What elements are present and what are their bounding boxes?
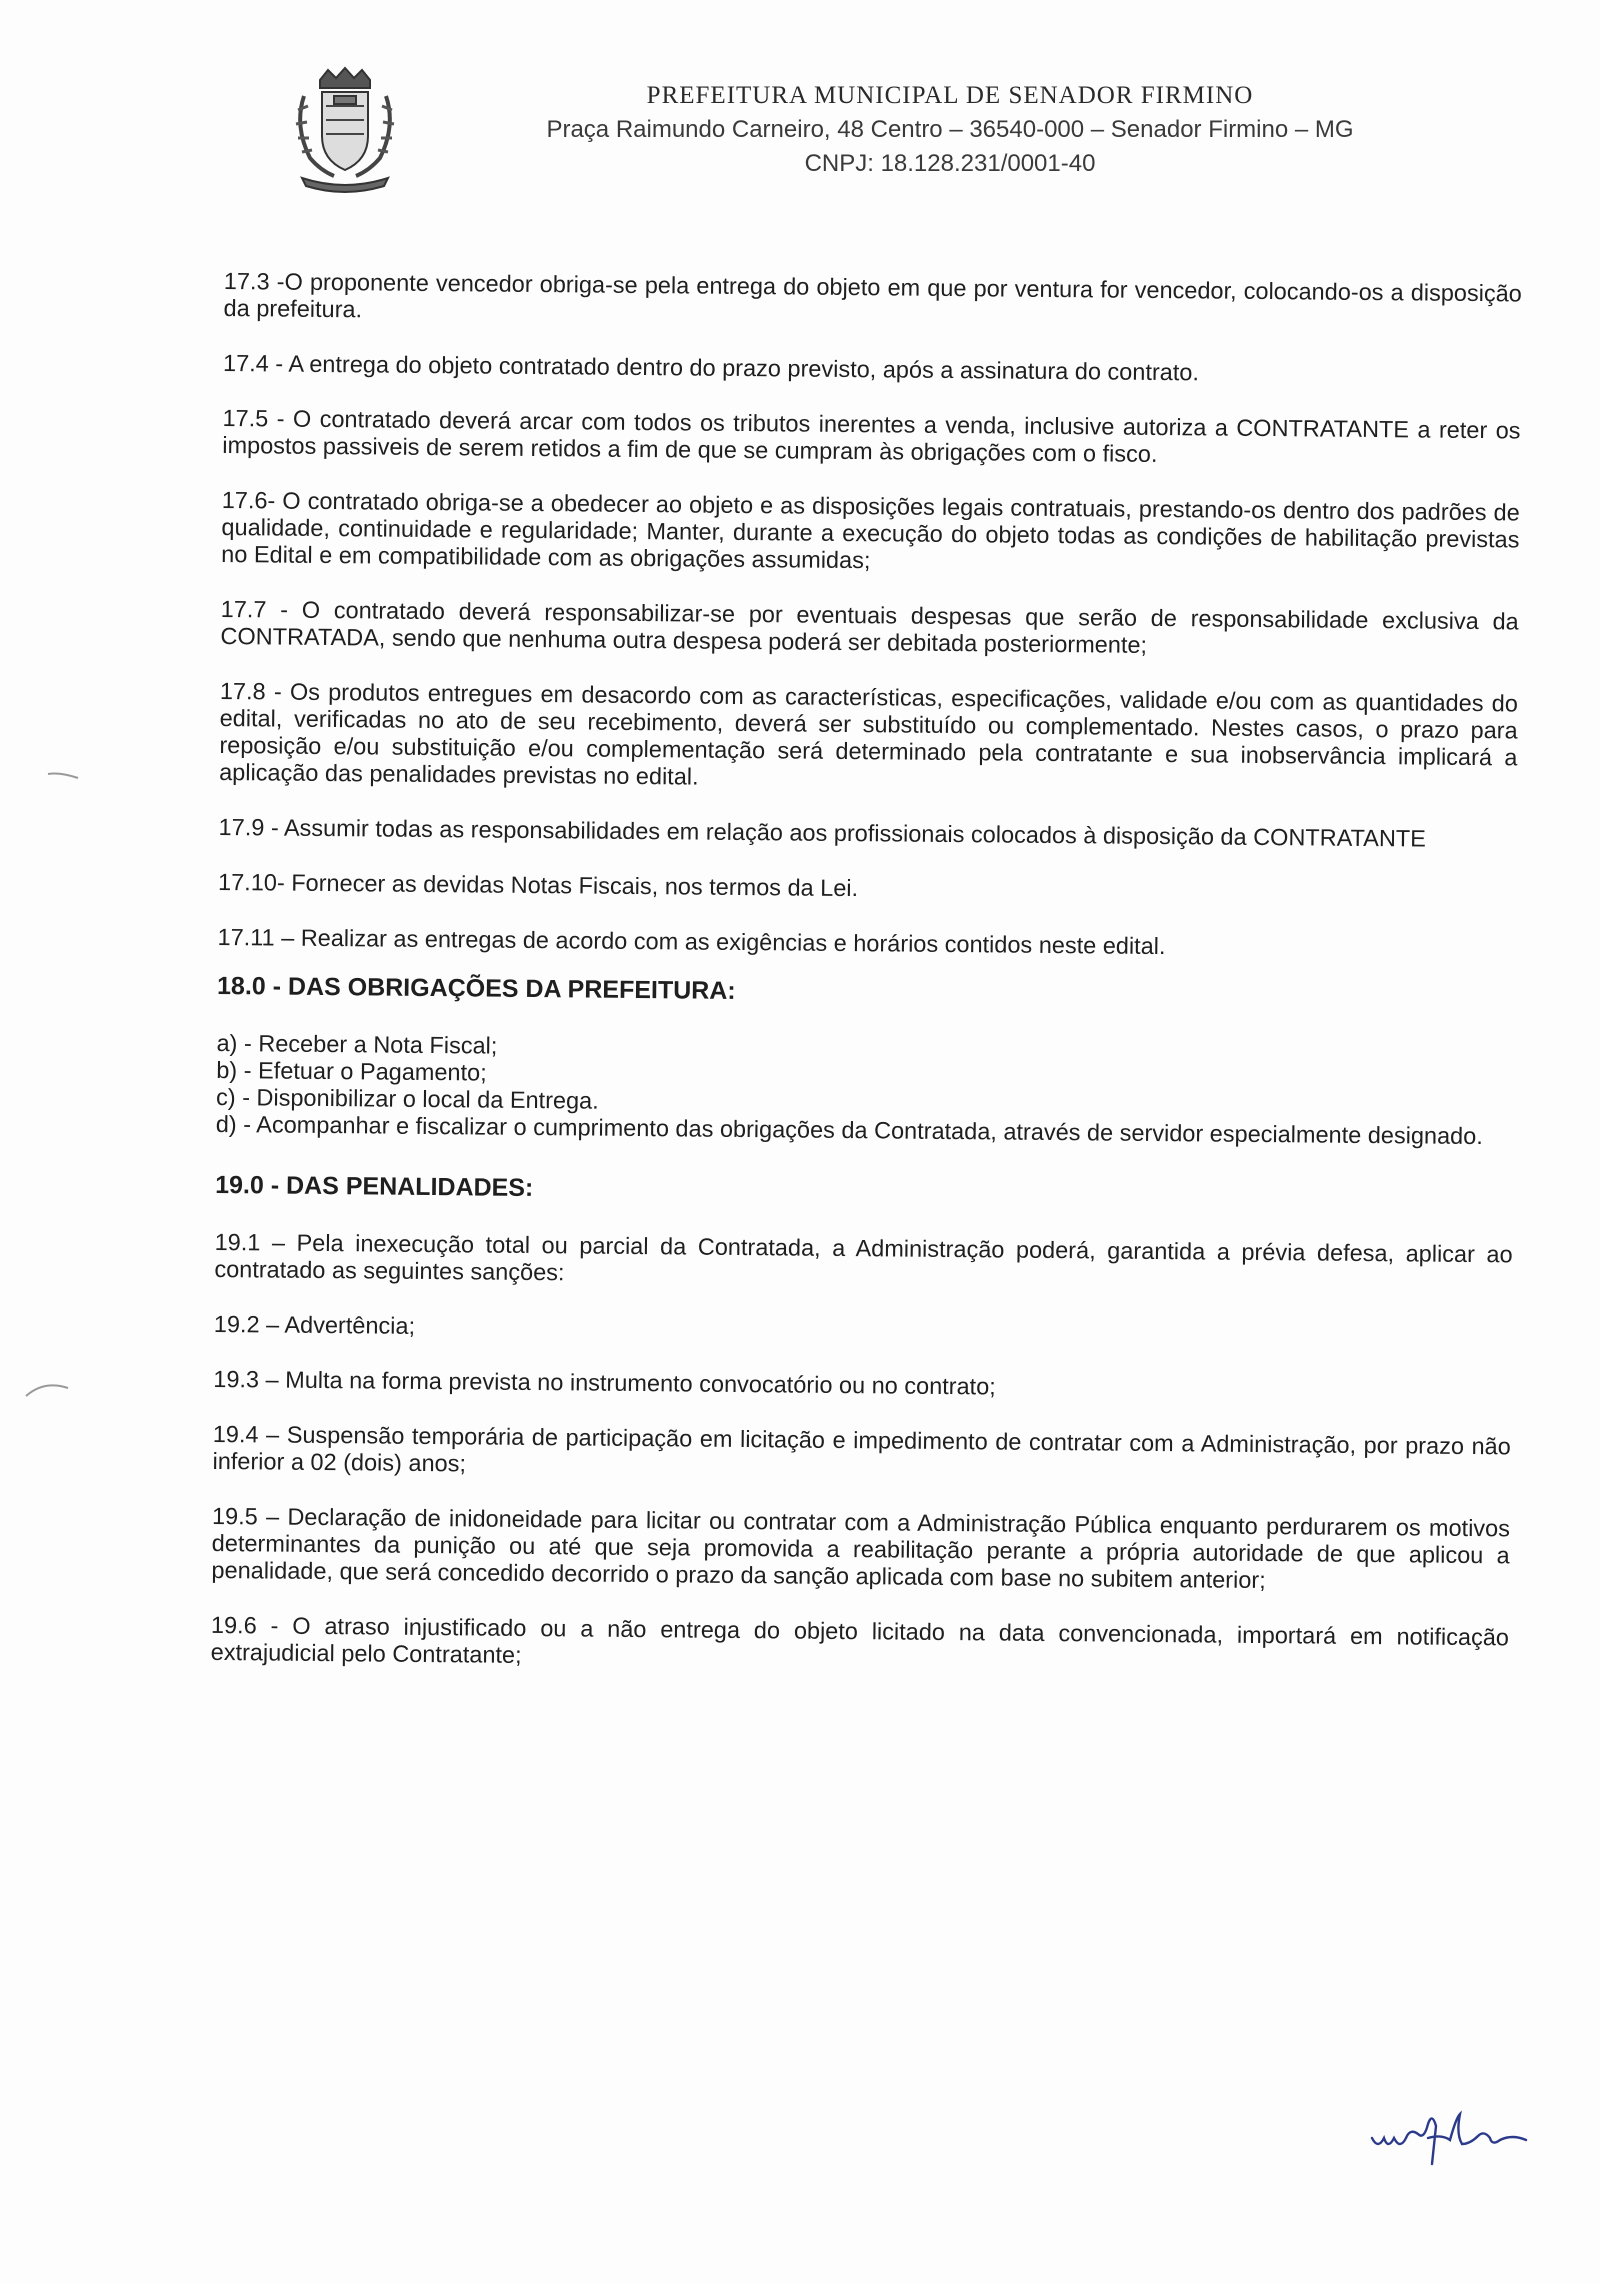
letterhead [440,82,1460,178]
list-item: b) - Efetuar o Pagamento; [216,1056,487,1086]
list-item: a) - Receber a Nota Fiscal; [216,1029,498,1059]
clause-19-3: 19.3 – Multa na forma prevista no instrumento convocatório ou no contrato; [213,1365,996,1400]
section-18-list [216,1030,1515,1150]
clause-19-5: 19.5 – Declaração de inidoneidade para licitar ou contratar com a Administração Pública enquanto perdurarem os motivos determinantes da punição ou até que seja promovida a reabilitação perante a própria autoridade de que aplicou a penalidade, que será concedido decorrido o prazo da sanção aplicada com base no subitem anterior; [211,1502,1511,1594]
document-body [210,268,1522,1706]
clause-19-6: 19.6 - O atraso injustificado ou a não entrega do objeto licitado na data convencionada, importará em notificação extrajudicial pelo Contratante; [210,1611,1510,1668]
letterhead-address: Praça Raimundo Carneiro, 48 Centro – 36540-000 – Senador Firmino – MG [546,116,1354,143]
clause-17-10: 17.10- Fornecer as devidas Notas Fiscais, nos termos da Lei. [217,868,859,902]
letterhead-cnpj: CNPJ: 18.128.231/0001-40 [804,150,1096,177]
clause-19-1: 19.1 – Pela inexecução total ou parcial da Contratada, a Administração poderá, garantida a prévia defesa, aplicar ao contratado as seguintes sanções: [214,1228,1513,1286]
municipal-coat-of-arms-icon [290,66,400,194]
section-18-heading: 18.0 - DAS OBRIGAÇÕES DA PREFEITURA: [216,971,736,1005]
clause-19-4: 19.4 – Suspensão temporária de participação em licitação e impedimento de contratar com a Administração, por prazo não inferior a 02 (dois) anos; [212,1420,1511,1477]
clause-17-9: 17.9 - Assumir todas as responsabilidades em relação aos profissionais colocados à disposição da CONTRATANTE [218,813,1427,852]
clause-17-5: 17.5 - O contratado deverá arcar com todos os tributos inerentes a venda, inclusive autoriza a CONTRATANTE a reter os impostos passiveis de serem retidos a fim de que se cumpram às obrigações com o fisco. [222,404,1521,467]
clause-17-7: 17.7 - O contratado deverá responsabilizar-se por eventuais despesas que serão de responsabilidade exclusiva da CONTRATADA, sendo que nenhuma outra despesa poderá ser debitada posteriormente; [220,595,1519,658]
letterhead-title: PREFEITURA MUNICIPAL DE SENADOR FIRMINO [646,82,1254,109]
clause-17-6: 17.6- O contratado obriga-se a obedecer ao objeto e as disposições legais contratuais, prestando-os dentro dos padrões de qualidade, continuidade e regularidade; Manter, durante a execução do objeto todas as condições de habilitação previstas no Edital e em compatibilidade com as obrigações assumidas; [221,486,1520,574]
clause-17-3: 17.3 -O proponente vencedor obriga-se pela entrega do objeto em que por ventura for vencedor, colocando-os a disposição da prefeitura. [223,268,1522,323]
clause-17-4: 17.4 - A entrega do objeto contratado dentro do prazo previsto, após a assinatura do contrato. [222,349,1200,386]
list-item: d) - Acompanhar e fiscalizar o cumprimento das obrigações da Contratada, através de servidor especialmente designado. [215,1110,1483,1150]
section-19-heading: 19.0 - DAS PENALIDADES: [215,1170,534,1203]
scan-mark-icon [22,1376,72,1406]
list-item: c) - Disponibilizar o local da Entrega. [215,1083,599,1114]
clause-19-2: 19.2 – Advertência; [213,1310,416,1339]
scan-mark-icon [44,764,84,784]
handwritten-initials-icon [1366,2104,1536,2174]
clause-17-8: 17.8 - Os produtos entregues em desacordo com as características, especificações, validade e/ou com as quantidades do edital, verificadas no ato de seu recebimento, deverá ser substituído ou complementado. Nestes casos, o prazo para reposição e/ou substituição e/ou complementação será determinado pela contratante e sua inobservância implicará a aplicação das penalidades previstas no edital. [219,677,1519,790]
clause-17-11: 17.11 – Realizar as entregas de acordo com as exigências e horários contidos neste edital. [217,923,1166,960]
